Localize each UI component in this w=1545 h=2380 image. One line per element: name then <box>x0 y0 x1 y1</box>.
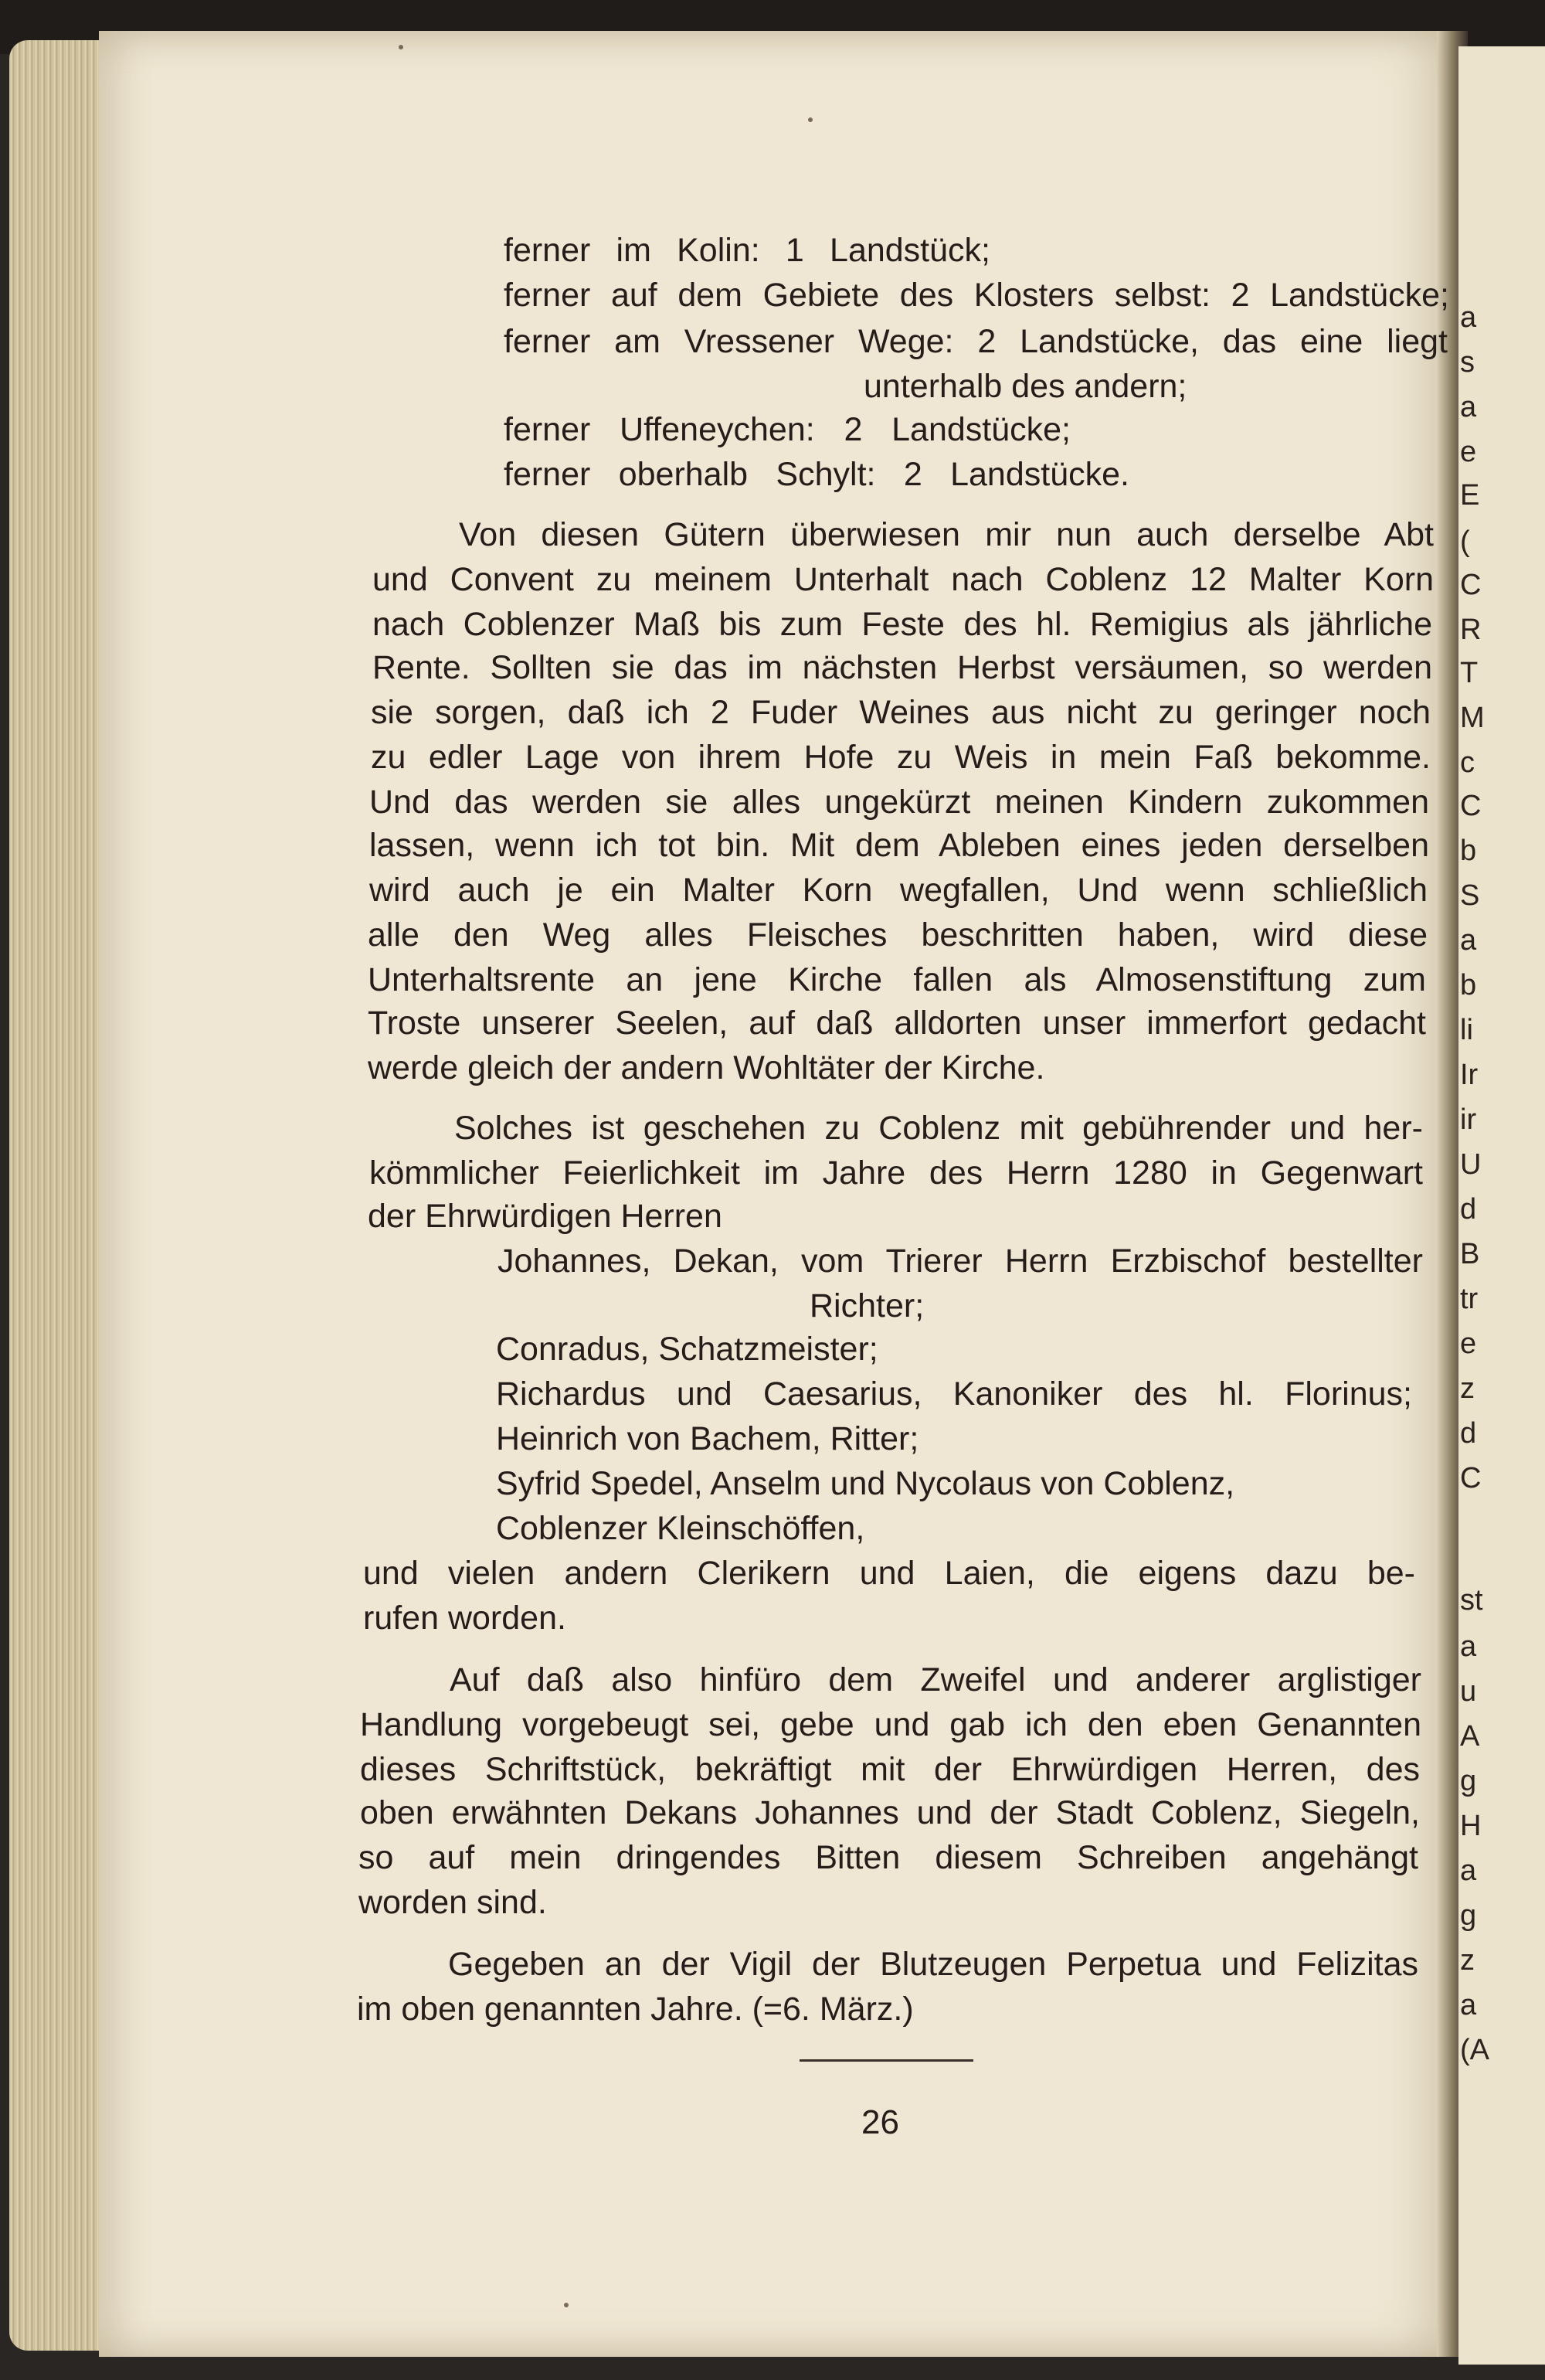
text-line: der Ehrwürdigen Herren <box>368 1198 722 1235</box>
edge-letter: c <box>1460 746 1475 779</box>
text-line: Troste unserer Seelen, auf daß alldorten unser immerfort gedacht <box>368 1005 1426 1042</box>
text-line: wird auch je ein Malter Korn wegfallen, Und wenn schließlich <box>369 872 1428 909</box>
text-line: im oben genannten Jahre. (=6. März.) <box>357 1991 914 2028</box>
text-line: dieses Schriftstück, bekräftigt mit der Ehrwürdigen Herren, des <box>360 1751 1420 1788</box>
text-line: unterhalb des andern; <box>864 368 1187 405</box>
edge-letter: (A <box>1460 2034 1489 2066</box>
edge-letter: C <box>1460 569 1482 601</box>
edge-letter: s <box>1460 346 1475 379</box>
text-line: Auf daß also hinfüro dem Zweifel und anderer arglistiger <box>450 1661 1421 1698</box>
edge-letter: b <box>1460 969 1477 1001</box>
text-line: Solches ist geschehen zu Coblenz mit gebührender und her- <box>454 1110 1423 1147</box>
edge-letter: ir <box>1460 1103 1477 1136</box>
text-line: rufen worden. <box>363 1600 566 1637</box>
edge-letter: T <box>1460 657 1479 689</box>
text-line: Coblenzer Kleinschöffen, <box>496 1510 865 1547</box>
edge-letter: C <box>1460 790 1482 822</box>
edge-letter: R <box>1460 614 1482 646</box>
text-line: lassen, wenn ich tot bin. Mit dem Ableben eines jeden derselben <box>369 827 1429 864</box>
edge-letter: u <box>1460 1675 1477 1708</box>
edge-letter: S <box>1460 879 1480 912</box>
text-line: zu edler Lage von ihrem Hofe zu Weis in mein Faß bekomme. <box>371 739 1431 776</box>
edge-letter: li <box>1460 1014 1473 1046</box>
text-line: Von diesen Gütern überwiesen mir nun auch derselbe Abt <box>459 516 1434 553</box>
edge-letter: H <box>1460 1810 1482 1842</box>
text-line: ferner auf dem Gebiete des Klosters selbst: 2 Landstücke; <box>504 277 1449 314</box>
edge-letter: z <box>1460 1372 1475 1405</box>
edge-letter: C <box>1460 1462 1482 1494</box>
text-line: Rente. Sollten sie das im nächsten Herbst versäumen, so werden <box>372 649 1432 686</box>
text-line: werde gleich der andern Wohltäter der Kirche. <box>368 1049 1045 1086</box>
edge-letter: a <box>1460 1989 1477 2021</box>
text-line: Gegeben an der Vigil der Blutzeugen Perpetua und Felizitas <box>448 1946 1418 1983</box>
text-line: alle den Weg alles Fleisches beschritten haben, wird diese <box>368 916 1428 954</box>
text-line: Richter; <box>810 1287 925 1324</box>
edge-letter: U <box>1460 1148 1482 1181</box>
text-line: Heinrich von Bachem, Ritter; <box>496 1420 919 1457</box>
text-line: nach Coblenzer Maß bis zum Feste des hl. Remigius als jährliche <box>372 606 1432 643</box>
edge-letter: e <box>1460 1328 1477 1360</box>
text-line: Handlung vorgebeugt sei, gebe und gab ich den eben Genannten <box>360 1706 1421 1743</box>
text-line: ferner Uffeneychen: 2 Landstücke; <box>504 411 1071 448</box>
edge-letter: a <box>1460 391 1477 423</box>
edge-letter: a <box>1460 1630 1477 1663</box>
edge-letter: d <box>1460 1417 1477 1450</box>
text-line: Conradus, Schatzmeister; <box>496 1331 878 1368</box>
text-line: Johannes, Dekan, vom Trierer Herrn Erzbischof bestellter <box>497 1243 1423 1280</box>
text-line: kömmlicher Feierlichkeit im Jahre des Herrn 1280 in Gegenwart <box>369 1154 1423 1192</box>
text-line: ferner am Vressener Wege: 2 Landstücke, das eine liegt <box>504 323 1448 360</box>
text-line: und Convent zu meinem Unterhalt nach Coblenz 12 Malter Korn <box>372 561 1434 598</box>
text-line: Syfrid Spedel, Anselm und Nycolaus von Coblenz, <box>496 1465 1235 1502</box>
edge-letter: a <box>1460 924 1477 957</box>
text-line: ferner im Kolin: 1 Landstück; <box>504 232 990 269</box>
edge-letter: z <box>1460 1944 1475 1977</box>
text-line: oben erwähnten Dekans Johannes und der Stadt Coblenz, Siegeln, <box>360 1794 1420 1831</box>
edge-letter: B <box>1460 1238 1480 1270</box>
text-line: Richardus und Caesarius, Kanoniker des hl. Florinus; <box>496 1375 1412 1413</box>
text-line: worden sind. <box>358 1884 547 1921</box>
section-divider-rule <box>800 2059 973 2062</box>
text-line: Und das werden sie alles ungekürzt meinen Kindern zukommen <box>369 784 1429 821</box>
edge-letter: tr <box>1460 1283 1479 1315</box>
edge-letter: g <box>1460 1899 1477 1932</box>
edge-letter: a <box>1460 1855 1477 1887</box>
edge-letter: d <box>1460 1193 1477 1226</box>
text-line: ferner oberhalb Schylt: 2 Landstücke. <box>504 456 1129 493</box>
text-line: sie sorgen, daß ich 2 Fuder Weines aus nicht zu geringer noch <box>371 694 1431 731</box>
edge-letter: M <box>1460 702 1485 734</box>
edge-letter: ( <box>1460 525 1470 558</box>
text-line: Unterhaltsrente an jene Kirche fallen als Almosenstiftung zum <box>368 961 1426 998</box>
edge-letter: Ir <box>1460 1059 1479 1091</box>
edge-letter: E <box>1460 479 1480 512</box>
text-line: so auf mein dringendes Bitten diesem Schreiben angehängt <box>358 1839 1418 1876</box>
text-line: und vielen andern Clerikern und Laien, die eigens dazu be- <box>363 1555 1415 1592</box>
edge-letter: st <box>1460 1584 1483 1617</box>
edge-letter: b <box>1460 835 1477 867</box>
edge-letter: e <box>1460 436 1477 468</box>
page-number: 26 <box>861 2103 899 2141</box>
edge-letter: g <box>1460 1765 1477 1797</box>
edge-letter: A <box>1460 1720 1480 1753</box>
edge-letter: a <box>1460 301 1477 334</box>
